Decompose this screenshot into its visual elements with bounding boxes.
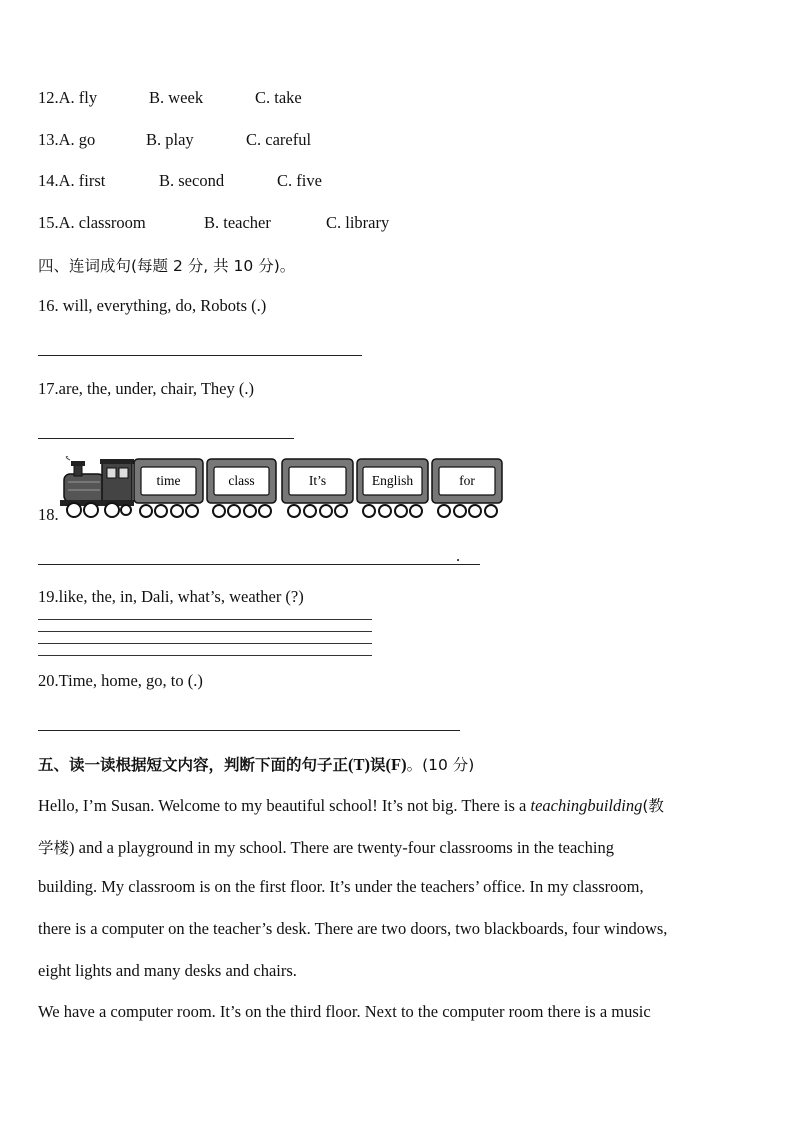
train-car-4 (357, 459, 428, 517)
passage-line-3: building. My classroom is on the first floor. It’s under the teachers’ office. In my classroom, (38, 877, 644, 896)
option-c: C. five (277, 171, 322, 190)
locomotive-icon (60, 456, 134, 517)
option-a: A. classroom (58, 213, 146, 232)
writing-line-2[interactable] (38, 631, 372, 632)
section-4-title: 四、连词成句(每题 2 分, 共 10 分)。 (38, 257, 296, 275)
option-c: C. library (326, 213, 390, 232)
train-word-2: class (228, 473, 255, 488)
train-car-3 (282, 459, 353, 517)
section-4-heading (38, 254, 295, 276)
train-car-5 (432, 459, 502, 517)
answer-line-17[interactable] (38, 438, 294, 439)
passage-text: 学楼 (38, 839, 70, 857)
writing-line-1[interactable] (38, 619, 372, 620)
writing-line-4[interactable] (38, 655, 372, 656)
answer-18-period: . (456, 546, 461, 565)
question-20: 20.Time, home, go, to (.) (38, 671, 203, 690)
question-19: 19.like, the, in, Dali, what’s, weather (?) (38, 587, 304, 606)
answer-line-20[interactable] (38, 730, 460, 731)
passage-italic-word: teachingbuilding (530, 796, 643, 815)
question-13 (38, 130, 312, 150)
question-number: 12. (38, 88, 59, 107)
train-word-5: for (459, 473, 475, 488)
question-12 (38, 88, 302, 108)
passage-text: Hello, I’m Susan. Welcome to my beautiful school! It’s not big. There is a (38, 796, 531, 815)
section-5-title-t: (T) (348, 755, 371, 774)
option-c: C. take (255, 88, 302, 107)
option-c: C. careful (246, 130, 312, 149)
answer-line-18[interactable] (38, 564, 480, 565)
answer-line-16[interactable] (38, 355, 362, 356)
passage-line-4: there is a computer on the teacher’s desk. There are two doors, two blackboards, four windows, (38, 919, 668, 938)
option-a: A. fly (58, 88, 98, 107)
section-5-title-f: (F) (385, 755, 407, 774)
question-18-number: 18. (38, 505, 59, 524)
passage-text: (教 (642, 797, 664, 815)
question-17: 17.are, the, under, chair, They (.) (38, 379, 254, 398)
section-5-heading (38, 753, 474, 775)
passage-text: ) and a playground in my school. There are twenty-four classrooms in the teaching (69, 838, 614, 857)
train-car-2 (207, 459, 276, 517)
option-b: B. week (149, 88, 204, 107)
option-b: B. teacher (204, 213, 271, 232)
train-word-4: English (371, 473, 414, 488)
option-a: A. first (58, 171, 106, 190)
question-15 (38, 213, 390, 233)
passage-line-5: eight lights and many desks and chairs. (38, 961, 297, 980)
question-16: 16. will, everything, do, Robots (.) (38, 296, 267, 315)
passage-line-1 (38, 794, 758, 816)
option-b: B. play (146, 130, 194, 149)
section-5-title-b: 误 (370, 756, 386, 774)
question-14 (38, 171, 322, 191)
train-word-3: It’s (308, 473, 327, 488)
section-5-title-a: 五、读一读根据短文内容，判断下面的句子正 (38, 756, 349, 774)
question-number: 14. (38, 171, 59, 190)
writing-line-3[interactable] (38, 643, 372, 644)
passage-line-6: We have a computer room. It’s on the third floor. Next to the computer room there is a music (38, 1002, 651, 1021)
question-number: 15. (38, 213, 59, 232)
section-5-title-c: 。(10 分) (406, 756, 475, 774)
train-car-1 (134, 459, 203, 517)
question-number: 13. (38, 130, 59, 149)
option-b: B. second (159, 171, 225, 190)
train-word-1: time (156, 473, 181, 488)
option-a: A. go (58, 130, 96, 149)
train-picture (60, 456, 505, 522)
passage-line-2 (38, 836, 758, 858)
